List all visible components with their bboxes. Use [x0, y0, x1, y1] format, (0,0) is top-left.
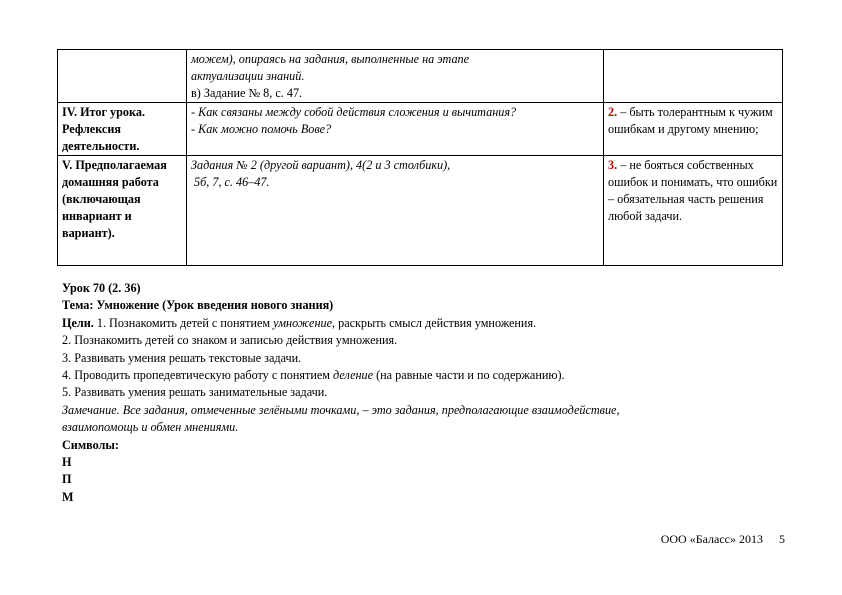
symbol-item: П [62, 472, 72, 487]
page-footer [661, 532, 785, 547]
goal-3: 3. Развивать умения решать текстовые задачи. [62, 350, 302, 365]
lesson-description [62, 280, 782, 506]
table-cell-content [187, 103, 604, 156]
goal-4 [62, 367, 782, 384]
table-cell-stage [58, 50, 187, 103]
table-cell-stage: IV. Итог урока. Рефлексия деятельности. [58, 103, 187, 156]
content-line: 5б, 7, с. 46–47. [191, 175, 270, 189]
uud-number: 3. [608, 158, 618, 172]
content-line: Задания № 2 (другой вариант), 4(2 и 3 столбики), [191, 158, 451, 172]
goal-5: 5. Развивать умения решать занимательные задачи. [62, 385, 328, 400]
uud-text: – быть толерантным к чужим ошибкам и другому мнению; [608, 105, 773, 136]
uud-text: – не бояться собственных ошибок и понимать, что ошибки – обязательная часть решения любой задачи. [608, 158, 778, 223]
table-cell-content [187, 156, 604, 266]
note-line: взаимопомощь и обмен мнениями. [62, 420, 239, 435]
symbol-item: Н [62, 455, 72, 470]
page-number: 5 [779, 532, 785, 546]
lesson-topic [62, 297, 782, 314]
goal-text: 4. Проводить пропедевтическую работу с понятием [62, 368, 334, 383]
goal-text: , раскрыть смысл действия умножения. [332, 315, 537, 330]
table-cell-content [187, 50, 604, 103]
goal-text: 1. Познакомить детей с понятием [93, 315, 274, 330]
lesson-table [57, 49, 783, 266]
symbol-item: М [62, 489, 74, 504]
lesson-title: Урок 70 (2. 36) [62, 281, 141, 295]
content-line: - Как можно помочь Вове? [191, 122, 332, 136]
content-line: - Как связаны между собой действия сложения и вычитания? [191, 105, 517, 119]
topic-text: Умножение (Урок введения нового знания) [93, 298, 334, 313]
goal-2: 2. Познакомить детей со знаком и записью действия умножения. [62, 333, 398, 348]
table-row [58, 103, 783, 156]
table-cell-stage: V. Предполагаемая домашняя работа (включающая инвариант и вариант). [58, 156, 187, 266]
content-line: в) Задание № 8, с. 47. [191, 86, 303, 100]
table-row [58, 50, 783, 103]
topic-label: Тема: [62, 298, 94, 313]
table-cell-uud [604, 50, 783, 103]
table-cell-uud [604, 103, 783, 156]
symbols-label: Символы: [62, 437, 119, 452]
note-line: Замечание. Все задания, отмеченные зелёными точками, – это задания, предполагающие взаимодействие, [62, 402, 620, 417]
table-cell-uud [604, 156, 783, 266]
goals-label: Цели. [62, 315, 94, 330]
goal-term: умножение [273, 315, 332, 330]
goal-text: (на равные части и по содержанию). [373, 368, 565, 383]
content-line: можем), опираясь на задания, выполненные на этапе [191, 52, 470, 66]
uud-number: 2. [608, 105, 618, 119]
publisher: ООО «Баласс» 2013 [660, 532, 763, 546]
content-line: актуализации знаний. [191, 69, 305, 83]
goal-1 [62, 315, 782, 332]
table-row [58, 156, 783, 266]
goal-term: деление [333, 368, 374, 383]
